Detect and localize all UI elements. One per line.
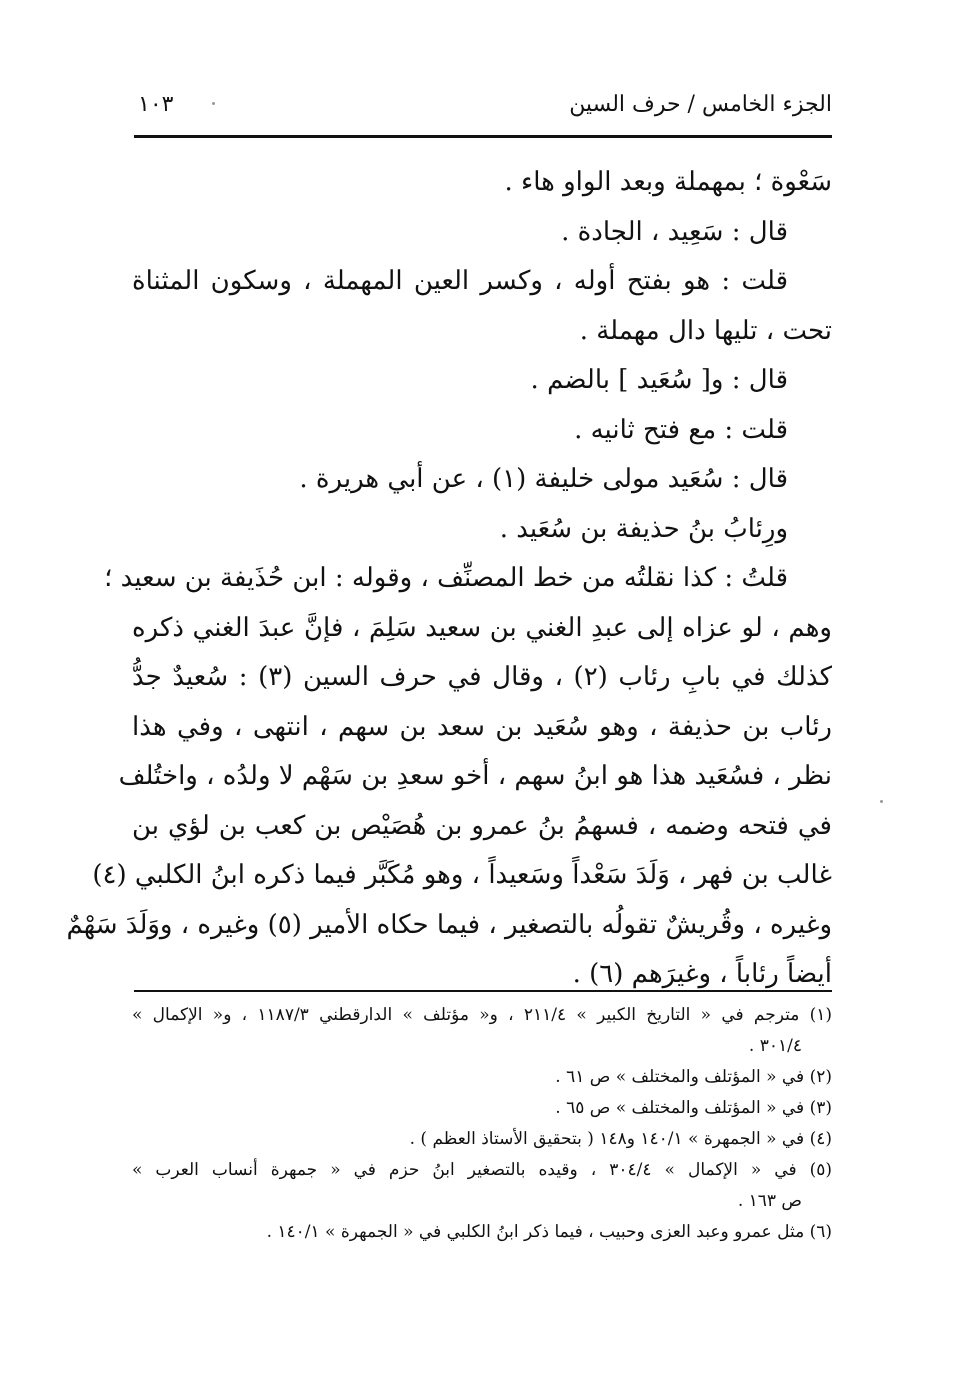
page-header: [138, 92, 832, 126]
footnote-line: (٤) في « الجمهرة » ١٤٠/١ و١٤٨ ( بتحقيق الأستاذ العظم ) .: [409, 1129, 832, 1149]
text-line-content: قال : سَعِيد ، الجادة .: [561, 216, 788, 247]
footnote-line: (٣) في « المؤتلف والمختلف » ص ٦٥ .: [555, 1098, 832, 1118]
running-title: الجزء الخامس / حرف السين: [569, 92, 832, 117]
footnotes: [132, 1000, 832, 1248]
text-line: غالب بن فهر ، وَلَدَ سَعْداً وسَعيداً ، وهو مُكَبَّر فيما ذكره ابنُ الكلبي (٤): [92, 860, 832, 890]
footnote-separator: [134, 990, 832, 992]
text-line: قلتُ : كذا نقلتُه من خط المصنِّف ، وقوله : ابن حُذَيفة بن سعيد ؛: [104, 563, 788, 593]
footnote-line: (٢) في « المؤتلف والمختلف » ص ٦١ .: [555, 1067, 832, 1087]
header-rule: [134, 135, 832, 138]
text-line: قال : سُعَيد مولى خليفة (١) ، عن أبي هريرة .: [299, 464, 788, 494]
scan-speck: [880, 800, 883, 803]
text-line: قلت : هو بفتح أوله ، وكسر العين المهملة ، وسكون المثناة: [132, 266, 788, 296]
text-line: سَعْوة ؛ بمهملة وبعد الواو هاء .: [504, 167, 832, 197]
page-number: ١٠٣: [138, 92, 174, 117]
text-line: كذلك في بابِ رئاب (٢) ، وقال في حرف السين (٣) : سُعيدٌ جدُّ: [132, 662, 832, 692]
text-line: وغيره ، وقُريشٌ تقولُه بالتصغير ، فيما حكاه الأمير (٥) وغيره ، ووَلَدَ سَهْمٌ: [66, 909, 832, 940]
text-line: في فتحه وضمه ، فسهمُ بنُ عمرو بن هُصَيْص بن كعب بن لؤي بن: [132, 810, 832, 841]
text-line: [132, 208, 832, 258]
footnote-line: ص ١٦٣ .: [737, 1191, 802, 1211]
text-line: تحت ، تليها دال مهملة .: [579, 315, 832, 346]
text-line: قال : و[ سُعَيد ] بالضم .: [530, 365, 788, 395]
text-line: رئاب بن حذيفة ، وهو سُعَيد بن سعد بن سهم ، انتهى ، وفي هذا: [132, 711, 832, 742]
text-line: أيضاً رئاباً ، وغيرَهم (٦) .: [572, 959, 832, 989]
footnote-line: ٣٠١/٤ .: [748, 1036, 802, 1056]
text-line: قلت : مع فتح ثانيه .: [574, 414, 788, 445]
scan-speck: [212, 102, 215, 105]
footnote-line: (١) مترجم في « التاريخ الكبير » ٢١١/٤ ، و« مؤتلف » الدارقطني ١١٨٧/٣ ، و« الإكمال »: [132, 1005, 832, 1025]
main-text: [66, 158, 832, 1000]
text-line: وهم ، لو عزاه إلى عبدِ الغني بن سعيد سَلِمَ ، فإنَّ عبدَ الغني ذكره: [132, 612, 832, 643]
footnote-line: (٥) في « الإكمال » ٣٠٤/٤ ، وقيده بالتصغير ابنُ حزم في « جمهرة أنساب العرب »: [132, 1160, 832, 1180]
footnote-line: (٦) مثل عمرو وعبد العزى وحبيب ، فيما ذكر ابنُ الكلبي في « الجمهرة » ١٤٠/١ .: [266, 1222, 832, 1242]
text-line: ورِئابُ بنُ حذيفة بن سُعَيد .: [499, 513, 788, 544]
text-line: نظر ، فسُعَيد هذا هو ابنُ سهم ، أخو سعدِ بن سَهْم لا ولدُه ، واختُلف: [118, 761, 832, 791]
